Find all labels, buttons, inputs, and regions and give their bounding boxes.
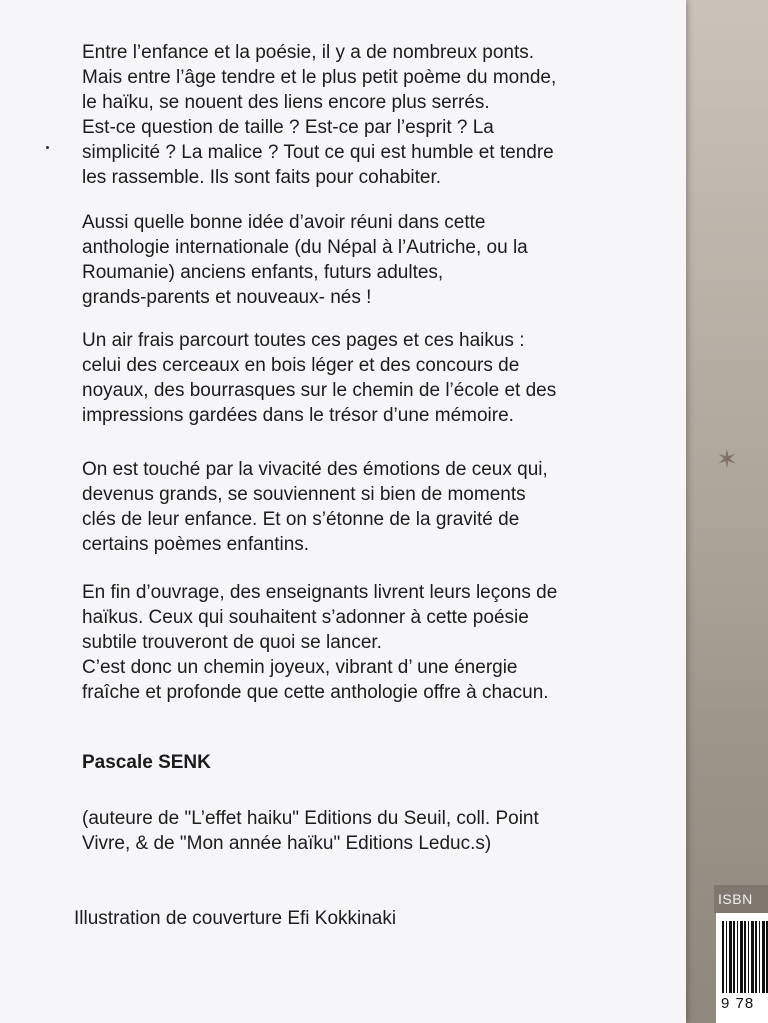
text-line: devenus grands, se souviennent si bien de moments	[82, 484, 526, 505]
text-line: impressions gardées dans le trésor d’une mémoire.	[82, 405, 514, 426]
paragraph-conclusion	[82, 580, 652, 705]
paragraph-fresh-air	[82, 328, 652, 428]
text-line: Roumanie) anciens enfants, futurs adultes,	[82, 262, 444, 283]
paragraph-intro	[82, 40, 652, 190]
paragraph-emotions	[82, 457, 652, 557]
author-note	[82, 806, 652, 856]
author-name: Pascale SENK	[82, 752, 211, 773]
barcode-digits: 9 78	[721, 995, 755, 1012]
barcode	[716, 913, 768, 1023]
text-line: On est touché par la vivacité des émotions de ceux qui,	[82, 459, 548, 480]
text-line: clés de leur enfance. Et on s’étonne de la gravité de	[82, 509, 520, 530]
text-line: Mais entre l’âge tendre et le plus petit poème du monde,	[82, 67, 557, 88]
text-line: le haïku, se nouent des liens encore plus serrés.	[82, 92, 490, 113]
text-line: anthologie internationale (du Népal à l’Autriche, ou la	[82, 237, 528, 258]
star-icon: ✶	[716, 444, 738, 474]
text-line: les rassemble. Ils sont faits pour cohabiter.	[82, 167, 442, 188]
text-line: haïkus. Ceux qui souhaitent s’adonner à cette poésie	[82, 607, 529, 628]
paragraph-anthology	[82, 210, 652, 310]
text-line: Un air frais parcourt toutes ces pages et ces haikus :	[82, 330, 525, 351]
text-line: Aussi quelle bonne idée d’avoir réuni dans cette	[82, 212, 486, 233]
ink-speck	[46, 146, 49, 149]
text-line: C’est donc un chemin joyeux, vibrant d’ une énergie	[82, 657, 518, 678]
text-line: subtile trouveront de quoi se lancer.	[82, 632, 382, 653]
text-line: noyaux, des bourrasques sur le chemin de l’école et des	[82, 380, 557, 401]
text-line: En fin d’ouvrage, des enseignants livrent leurs leçons de	[82, 582, 558, 603]
text-line: grands-parents et nouveaux- nés !	[82, 287, 372, 308]
text-line: celui des cerceaux en bois léger et des concours de	[82, 355, 520, 376]
barcode-bars	[722, 921, 768, 993]
book-backdrop	[684, 0, 768, 1023]
text-line: simplicité ? La malice ? Tout ce qui est humble et tendre	[82, 142, 554, 163]
text-line: Vivre, & de "Mon année haïku" Editions Leduc.s)	[82, 833, 492, 854]
text-line: fraîche et profonde que cette anthologie offre à chacun.	[82, 682, 549, 703]
text-line: Entre l’enfance et la poésie, il y a de nombreux ponts.	[82, 42, 535, 63]
text-line: Est-ce question de taille ? Est-ce par l’esprit ? La	[82, 117, 494, 138]
isbn-label: ISBN	[714, 885, 768, 913]
text-line: certains poèmes enfantins.	[82, 534, 310, 555]
illustration-credit: Illustration de couverture Efi Kokkinaki	[74, 908, 397, 929]
text-line: (auteure de "L’effet haiku" Editions du Seuil, coll. Point	[82, 808, 539, 829]
